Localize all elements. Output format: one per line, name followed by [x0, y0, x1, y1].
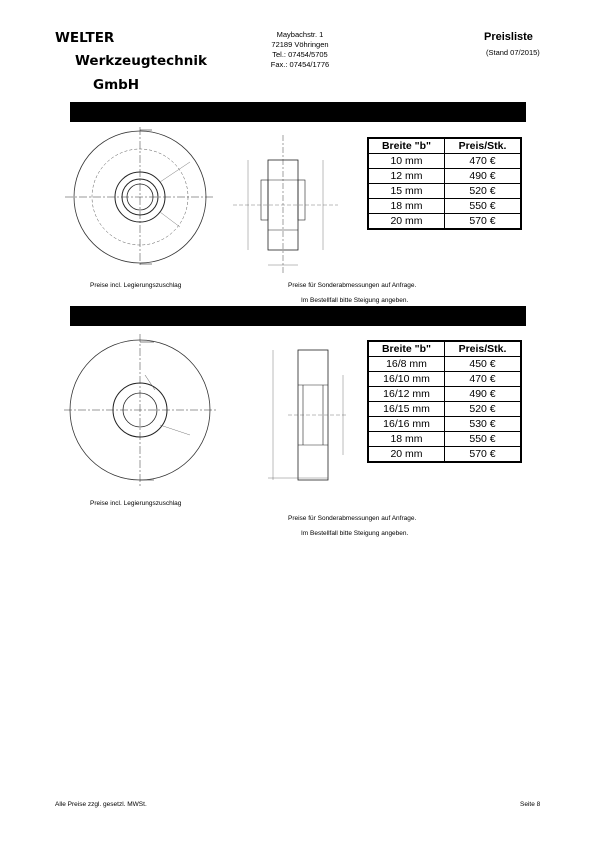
section2-note-order: Im Bestellfall bitte Steigung angeben.	[301, 530, 409, 537]
table-row	[368, 417, 521, 432]
section2-header-bar	[70, 306, 526, 326]
table-row	[368, 214, 521, 230]
address-city: 72189 Vöhringen	[271, 40, 329, 49]
cell-preis: 520 €	[445, 402, 522, 417]
company-name-line1: WELTER	[55, 30, 115, 46]
table-header-row	[368, 138, 521, 154]
cell-breite: 18 mm	[368, 199, 445, 214]
cell-breite: 16/12 mm	[368, 387, 445, 402]
column-header-breite: Breite "b"	[368, 341, 445, 357]
cell-preis: 490 €	[445, 169, 522, 184]
table-row	[368, 184, 521, 199]
page-number: Seite 8	[520, 801, 541, 808]
cell-breite: 16/8 mm	[368, 357, 445, 372]
table-row	[368, 387, 521, 402]
table-header-row	[368, 341, 521, 357]
cell-breite: 16/15 mm	[368, 402, 445, 417]
cell-breite: 16/16 mm	[368, 417, 445, 432]
column-header-preis: Preis/Stk.	[445, 138, 522, 154]
cell-breite: 12 mm	[368, 169, 445, 184]
cell-preis: 550 €	[445, 432, 522, 447]
cell-preis: 450 €	[445, 357, 522, 372]
section2-side-view-drawing	[228, 330, 358, 485]
section2-front-view-drawing	[60, 330, 220, 492]
section1-note-order: Im Bestellfall bitte Steigung angeben.	[301, 297, 409, 304]
cell-preis: 520 €	[445, 184, 522, 199]
cell-breite: 20 mm	[368, 214, 445, 230]
section1-front-view-drawing	[60, 122, 220, 277]
section1-price-table	[367, 137, 522, 230]
company-name-line3: GmbH	[93, 77, 140, 93]
table-row	[368, 199, 521, 214]
address-fax: Fax.: 07454/1776	[270, 60, 330, 69]
table-row	[368, 372, 521, 387]
section1-header-bar	[70, 102, 526, 122]
document-title: Preisliste	[484, 31, 533, 43]
cell-preis: 470 €	[445, 154, 522, 169]
section2-note-alloy: Preise incl. Legierungszuschlag	[90, 500, 182, 507]
cell-breite: 18 mm	[368, 432, 445, 447]
cell-breite: 16/10 mm	[368, 372, 445, 387]
table-row	[368, 447, 521, 463]
address-tel: Tel.: 07454/5705	[272, 50, 328, 59]
cell-preis: 470 €	[445, 372, 522, 387]
company-address	[240, 30, 360, 70]
section1-note-alloy: Preise incl. Legierungszuschlag	[90, 282, 182, 289]
section2-note-special: Preise für Sonderabmessungen auf Anfrage.	[288, 515, 417, 522]
address-street: Maybachstr. 1	[276, 30, 324, 39]
footer-vat-note: Alle Preise zzgl. gesetzl. MWSt.	[55, 801, 147, 808]
cell-preis: 570 €	[445, 447, 522, 463]
cell-breite: 20 mm	[368, 447, 445, 463]
column-header-preis: Preis/Stk.	[445, 341, 522, 357]
table-row	[368, 169, 521, 184]
cell-preis: 550 €	[445, 199, 522, 214]
table-row	[368, 432, 521, 447]
section1-side-view-drawing	[228, 125, 348, 280]
cell-preis: 490 €	[445, 387, 522, 402]
document-date: (Stand 07/2015)	[486, 48, 540, 57]
company-name-line2: Werkzeugtechnik	[75, 53, 207, 69]
table-row	[368, 154, 521, 169]
cell-preis: 570 €	[445, 214, 522, 230]
cell-breite: 10 mm	[368, 154, 445, 169]
table-row	[368, 357, 521, 372]
cell-breite: 15 mm	[368, 184, 445, 199]
table-row	[368, 402, 521, 417]
column-header-breite: Breite "b"	[368, 138, 445, 154]
section1-note-special: Preise für Sonderabmessungen auf Anfrage.	[288, 282, 417, 289]
cell-preis: 530 €	[445, 417, 522, 432]
section2-price-table	[367, 340, 522, 463]
